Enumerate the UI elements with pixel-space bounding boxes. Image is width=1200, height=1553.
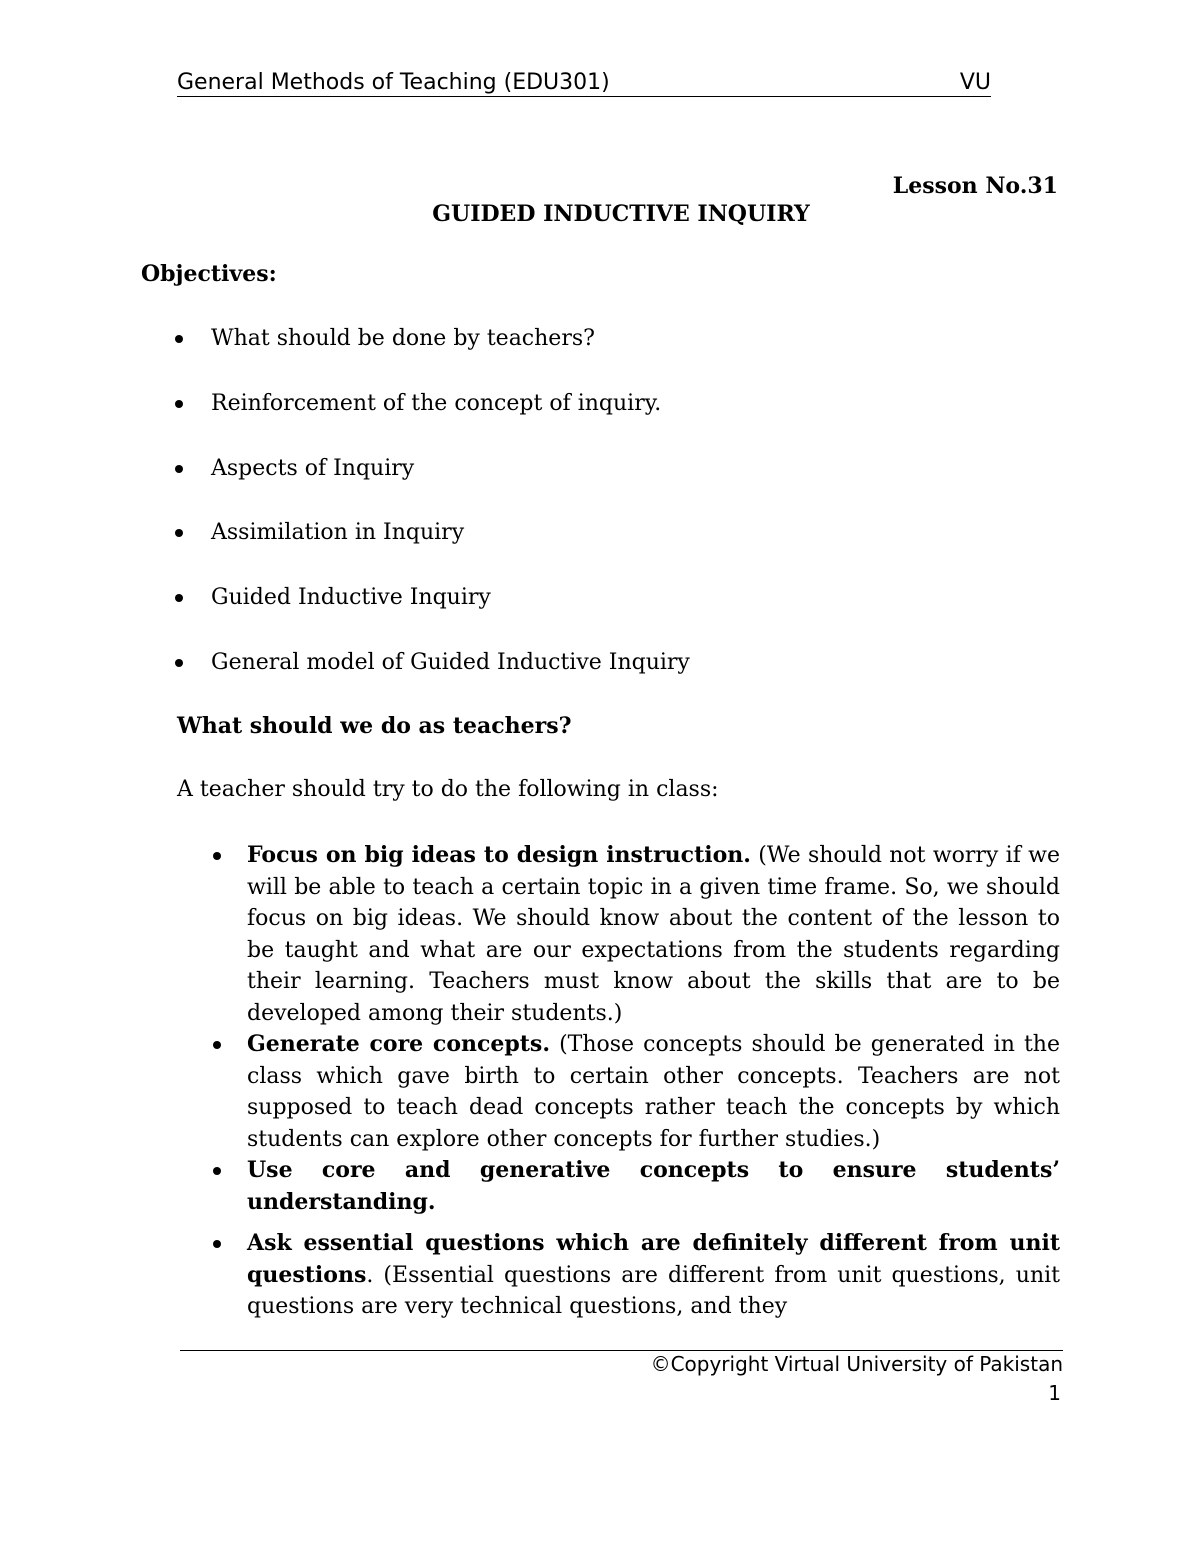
point-text: . (Essential questions are different from unit questions, unit questions are very technical questions, and they [247, 1262, 1060, 1319]
point-bold: Generate core concepts. [247, 1031, 550, 1057]
objective-item: Guided Inductive Inquiry [211, 585, 491, 610]
objective-item: General model of Guided Inductive Inquiry [211, 650, 690, 675]
point-bold: Focus on big ideas to design instruction. [247, 842, 751, 868]
institution-abbr: VU [959, 70, 991, 95]
bullet-icon [175, 659, 183, 667]
objective-item: Aspects of Inquiry [211, 456, 415, 481]
objective-item: Assimilation in Inquiry [211, 520, 465, 545]
teacher-point [247, 1155, 1060, 1218]
bullet-icon [213, 1041, 221, 1049]
bullet-icon [175, 594, 183, 602]
point-text: (We should not worry if we will be able to teach a certain topic in a given time frame. So, we should focus on big ideas. We should know about the content of the lesson to be taught and what are our expectations from the students regarding their learning. Teachers must know about the skills that are to be developed among their students.) [247, 843, 1060, 1026]
bullet-icon [175, 335, 183, 343]
point-text: (Those concepts should be generated in the class which gave birth to certain other concepts. Teachers are not supposed to teach dead concepts rather teach the concepts by which students can explore other concepts for further studies.) [247, 1032, 1060, 1152]
objectives-heading: Objectives: [141, 261, 277, 287]
teacher-point [247, 1029, 1060, 1155]
point-bold: Ask essential questions which are definitely different from unit questions [247, 1230, 1060, 1288]
footer-rule [180, 1350, 1063, 1351]
teacher-point [247, 1228, 1060, 1323]
course-title: General Methods of Teaching (EDU301) [177, 70, 610, 95]
section-heading: What should we do as teachers? [177, 713, 572, 739]
section-intro: A teacher should try to do the following in class: [177, 777, 719, 802]
bullet-icon [175, 529, 183, 537]
bullet-icon [175, 400, 183, 408]
lesson-number: Lesson No.31 [892, 173, 1058, 199]
page-header [177, 70, 991, 97]
bullet-icon [213, 852, 221, 860]
bullet-icon [175, 465, 183, 473]
point-bold: Use core and generative concepts to ensure students’ understanding. [247, 1157, 1060, 1215]
bullet-icon [213, 1240, 221, 1248]
page-title: GUIDED INDUCTIVE INQUIRY [432, 201, 810, 227]
teacher-point [247, 840, 1060, 1029]
bullet-icon [213, 1167, 221, 1175]
objective-item: Reinforcement of the concept of inquiry. [211, 391, 662, 416]
page-number: 1 [1048, 1381, 1061, 1405]
footer-copyright: ©Copyright Virtual University of Pakistan [650, 1352, 1063, 1376]
objective-item: What should be done by teachers? [211, 326, 595, 351]
